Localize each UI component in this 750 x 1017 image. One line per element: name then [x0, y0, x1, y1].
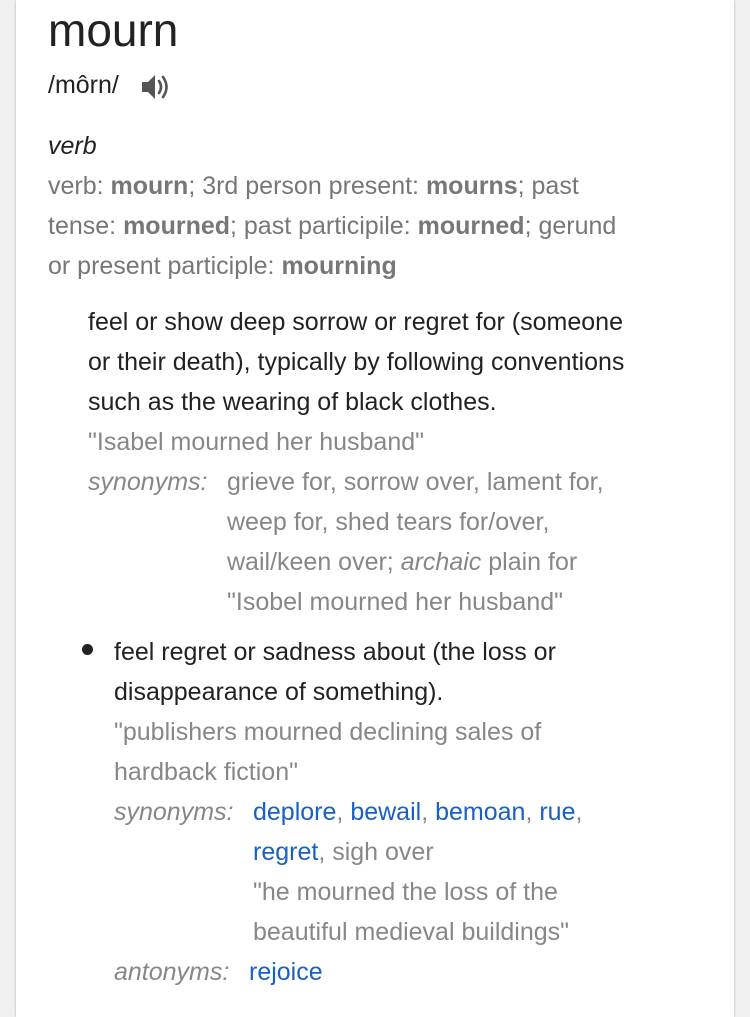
phonetic: /môrn/ — [48, 71, 119, 99]
form-sep: ; 3rd person present: — [188, 172, 426, 200]
archaic-label: archaic — [400, 548, 482, 576]
form-sep: or present participle: — [48, 252, 282, 280]
synonym-link-bemoan[interactable]: bemoan — [435, 798, 526, 826]
sense2-definition-line: feel regret or sadness about (the loss or — [114, 638, 556, 666]
sense1-synonyms-line: weep for, shed tears for/over, — [227, 508, 550, 536]
sense1-definition-line: such as the wearing of black clothes. — [88, 388, 497, 416]
sense1-definition-line: or their death), typically by following conventions — [88, 348, 625, 376]
antonym-link-rejoice[interactable] — [249, 956, 323, 988]
sense2-antonyms-label: antonyms: — [114, 958, 230, 986]
sense2-synonym-example: "he mourned the loss of the — [253, 878, 558, 906]
form-gerund: mourning — [281, 252, 397, 280]
synonym-link-bewail[interactable]: bewail — [350, 798, 422, 826]
form-past-tense: mourned — [123, 212, 231, 240]
sense2-synonyms-label: synonyms: — [114, 798, 234, 826]
speaker-volume-icon[interactable] — [140, 72, 172, 102]
antonym-link[interactable]: rejoice — [249, 958, 323, 986]
sense1-synonyms-line: grieve for, sorrow over, lament for, — [227, 468, 604, 496]
synonym-text: wail/keen over; — [227, 548, 401, 576]
sense1-example: "Isabel mourned her husband" — [88, 428, 425, 456]
verb-label: verb: — [48, 172, 111, 200]
sense1-synonym-example: "Isobel mourned her husband" — [227, 588, 564, 616]
sense1-definition-line: feel or show deep sorrow or regret for (someone — [88, 308, 623, 336]
synonym-link-rue[interactable]: rue — [539, 798, 576, 826]
verb-forms-line-3 — [48, 250, 397, 282]
form-third-person: mourns — [425, 172, 518, 200]
synonym-link-deplore[interactable]: deplore — [253, 798, 337, 826]
sense2-synonym-example: beautiful medieval buildings" — [253, 918, 570, 946]
sense2-synonyms-line: deplore, bewail, bemoan, rue, — [253, 798, 583, 826]
headword: mourn — [48, 4, 179, 56]
verb-forms-line-2 — [48, 210, 616, 242]
form-verb: mourn — [110, 172, 189, 200]
form-past-participle: mourned — [417, 212, 525, 240]
form-sep: tense: — [48, 212, 124, 240]
sense1-synonyms-line — [227, 546, 577, 578]
synonym-text: , sigh over — [318, 838, 434, 866]
sense1-synonyms-label: synonyms: — [88, 468, 208, 496]
dictionary-card — [16, 0, 734, 1017]
form-sep: ; gerund — [524, 212, 617, 240]
bullet-point — [82, 644, 93, 655]
sense2-synonyms-line — [253, 836, 434, 868]
sense2-example-line: "publishers mourned declining sales of — [114, 718, 542, 746]
synonym-text: plain for — [481, 548, 578, 576]
form-sep: ; past participile: — [230, 212, 418, 240]
sense2-example-line: hardback fiction" — [114, 758, 298, 786]
synonym-link-regret[interactable]: regret — [253, 838, 319, 866]
verb-forms-line-1 — [48, 170, 579, 202]
sense2-definition-line: disappearance of something). — [114, 678, 444, 706]
form-sep: ; past — [517, 172, 579, 200]
part-of-speech: verb — [48, 132, 97, 160]
